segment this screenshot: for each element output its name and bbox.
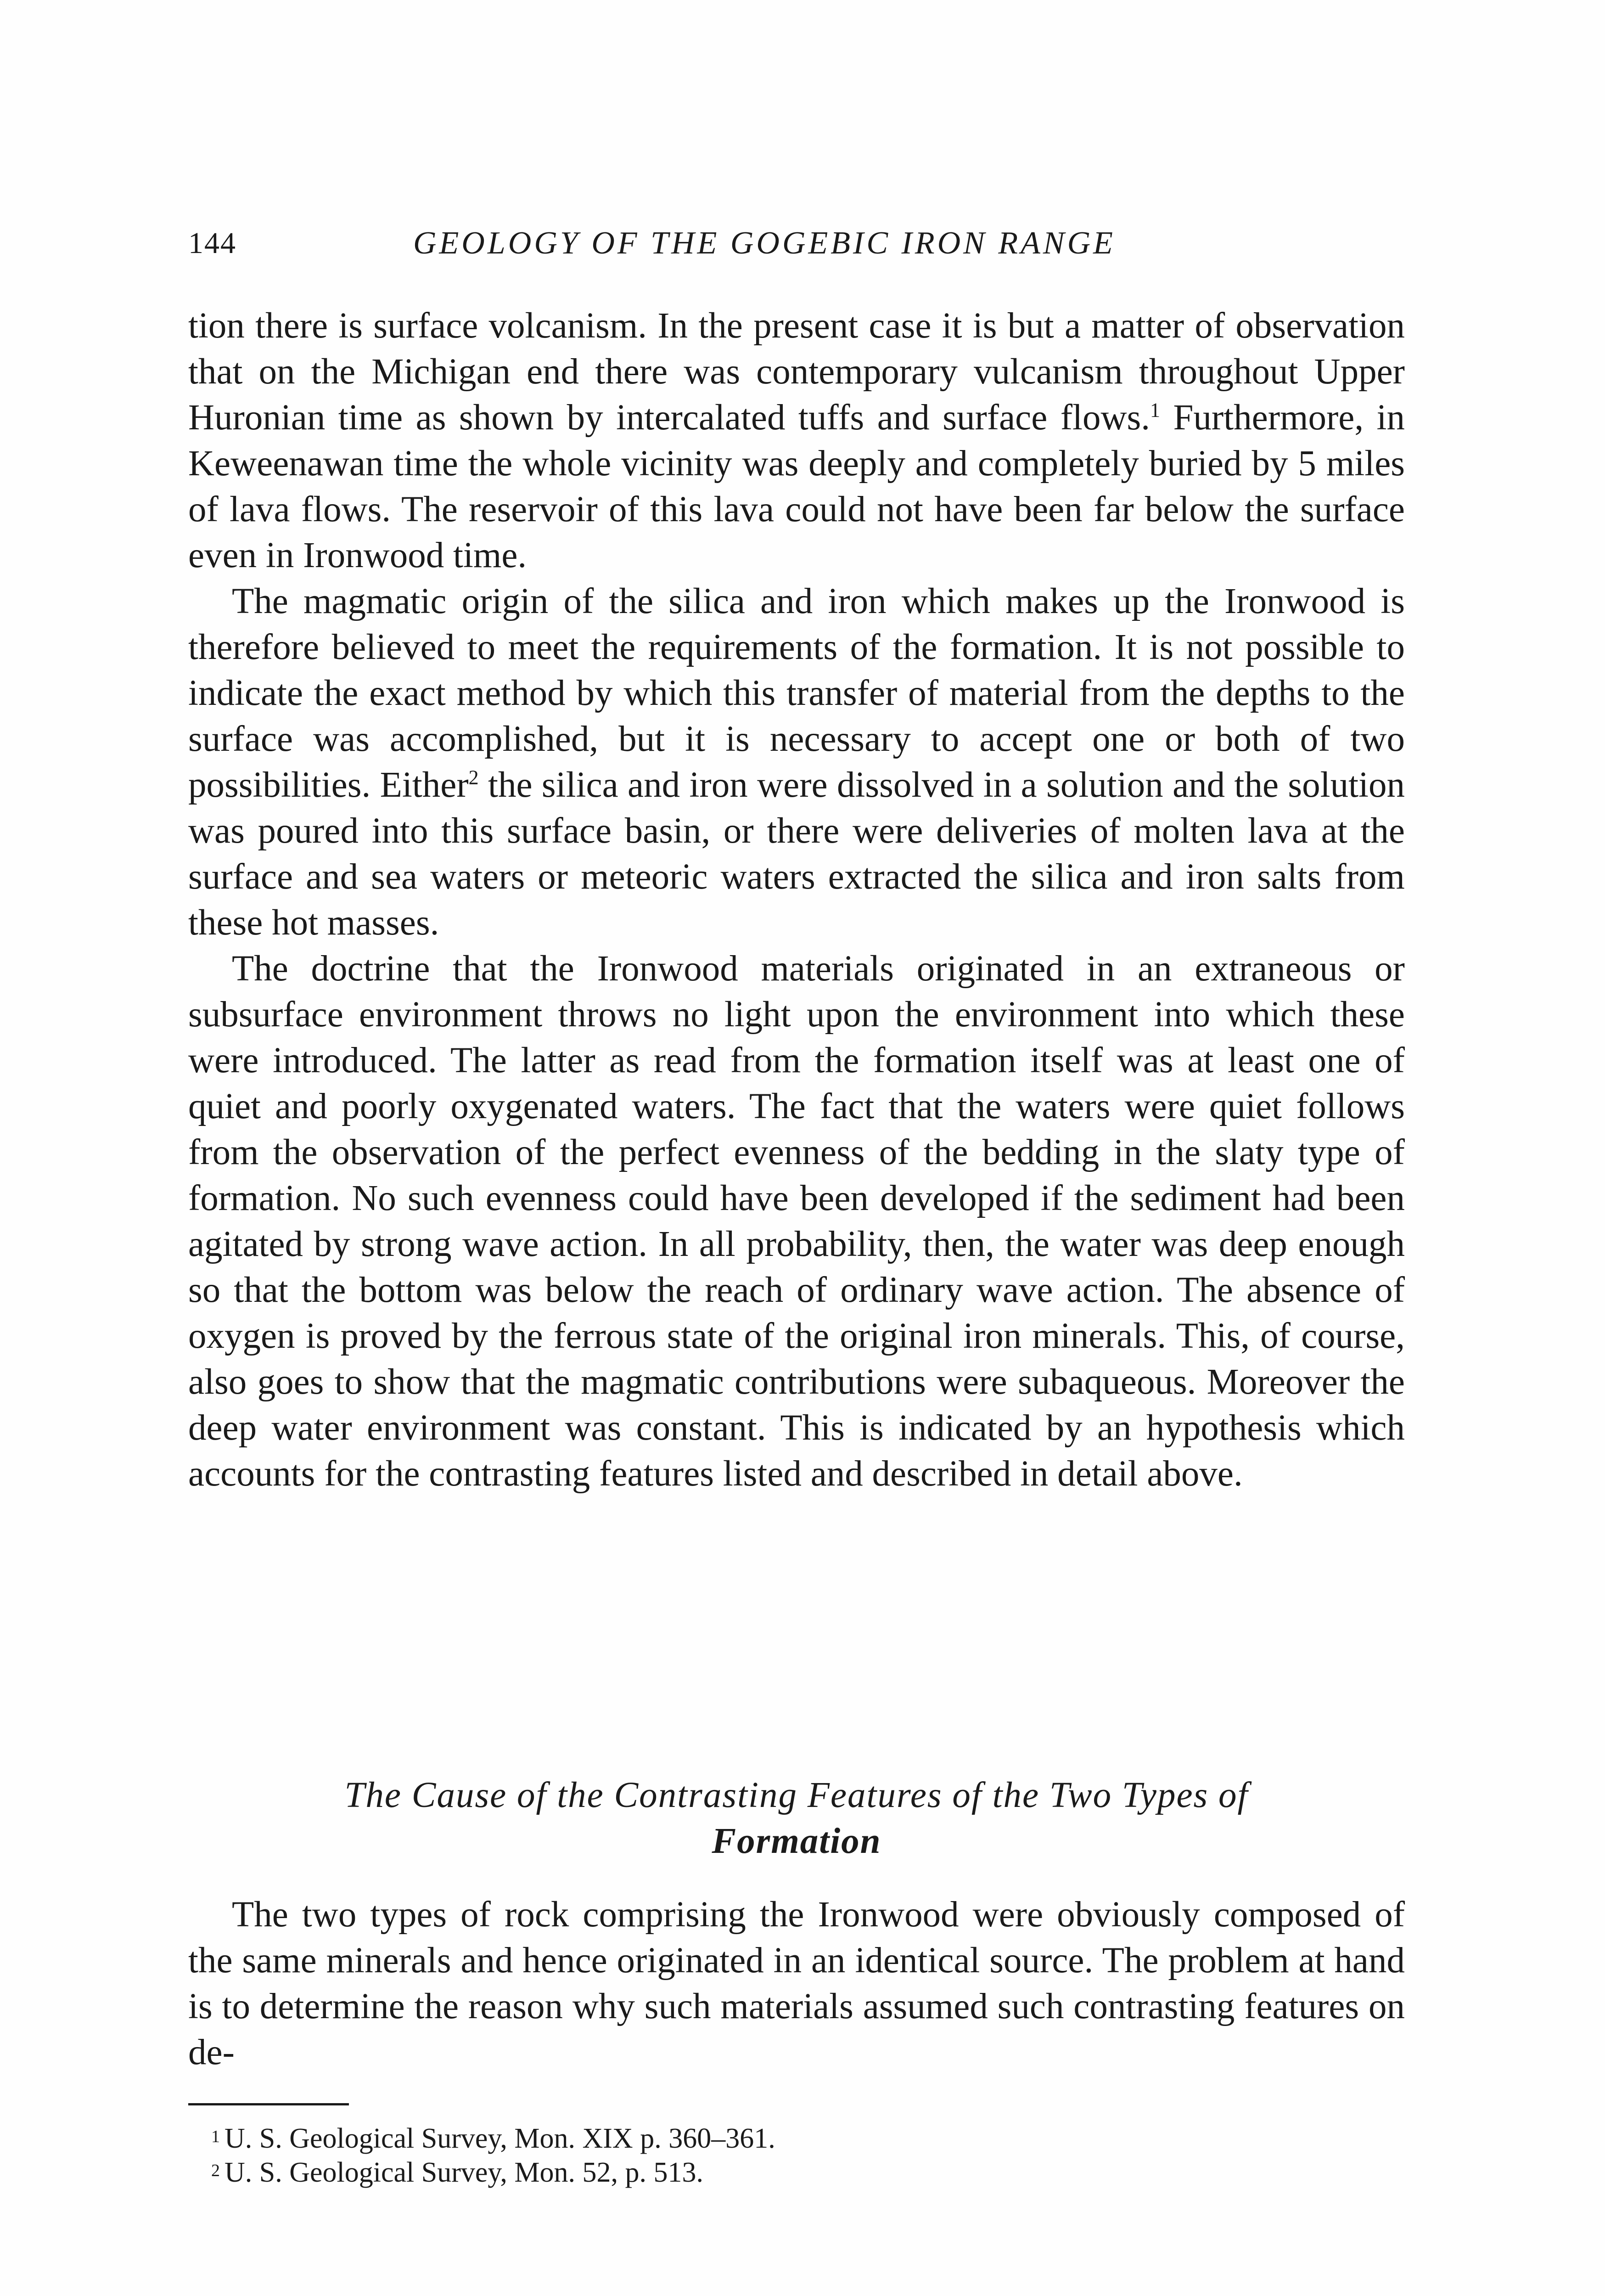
paragraph-text: the silica and iron were dissolved in a solution and the solution was poured into this surface basin, or there were deliveries of molten lava at the surface and sea waters or meteoric waters extracted the silica and iron salts from these hot masses. <box>188 765 1405 943</box>
footnote-divider <box>188 2103 349 2105</box>
paragraph <box>188 579 1405 946</box>
footnote <box>211 2155 1359 2189</box>
section-heading <box>188 1773 1405 1864</box>
body-text <box>188 303 1405 1497</box>
footnotes <box>211 2122 1359 2189</box>
footnote-text: U. S. Geological Survey, Mon. 52, p. 513. <box>224 2157 704 2188</box>
footnote-reference: 2 <box>468 766 479 789</box>
section-heading-line: Formation <box>712 1821 881 1861</box>
section-body-text <box>188 1892 1405 2076</box>
running-title: GEOLOGY OF THE GOGEBIC IRON RANGE <box>413 225 1116 261</box>
footnote-mark: 2 <box>211 2161 220 2180</box>
footnote-mark: 1 <box>211 2127 220 2146</box>
paragraph: The doctrine that the Ironwood materials originated in an extraneous or subsurface environment throws no light upon the environment into which these were introduced. The latter as read from the formation itself was at least one of quiet and poorly oxygenated waters. The fact that the waters were quiet follows from the observation of the perfect evenness of the bedding in the slaty type of formation. No such evenness could have been developed if the sediment had been agitated by strong wave action. In all probability, then, the water was deep enough so that the bottom was below the reach of ordinary wave action. The absence of oxygen is proved by the ferrous state of the original iron minerals. This, of course, also goes to show that the magmatic contributions were subaqueous. Moreover the deep water environment was constant. This is indicated by an hypothesis which accounts for the contrasting features listed and described in detail above. <box>188 949 1405 1494</box>
paragraph: The two types of rock comprising the Ironwood were obviously composed of the same minerals and hence originated in an identical source. The problem at hand is to determine the reason why such materials assumed such contrasting features on de- <box>188 1895 1405 2072</box>
paragraph-text: The magmatic origin of the silica and iron which makes up the Ironwood is therefore believed to meet the requirements of the formation. It is not possible to indicate the exact method by which this transfer of material from the depths to the surface was accomplished, but it is necessary to accept one or both of two possibilities. Either <box>188 581 1405 805</box>
paragraph-text: Furthermore, in Keweenawan time the whole vicinity was deeply and completely buried by 5 miles of lava flows. The reservoir of this lava could not have been far below the surface even in Ironwood time. <box>188 398 1405 575</box>
page-number: 144 <box>188 226 236 260</box>
footnote <box>211 2122 1359 2155</box>
paragraph-continuation <box>188 303 1405 579</box>
page-header <box>188 220 1419 266</box>
footnote-reference: 1 <box>1150 399 1161 422</box>
section-heading-line: The Cause of the Contrasting Features of the Two Types of <box>344 1775 1249 1815</box>
footnote-text: U. S. Geological Survey, Mon. XIX p. 360–361. <box>224 2123 775 2154</box>
paragraph-text: tion there is surface volcanism. In the present case it is but a matter of observation that on the Michigan end there was contemporary vulcanism throughout Upper Huronian time as shown by intercalated tuffs and surface flows. <box>188 306 1405 438</box>
